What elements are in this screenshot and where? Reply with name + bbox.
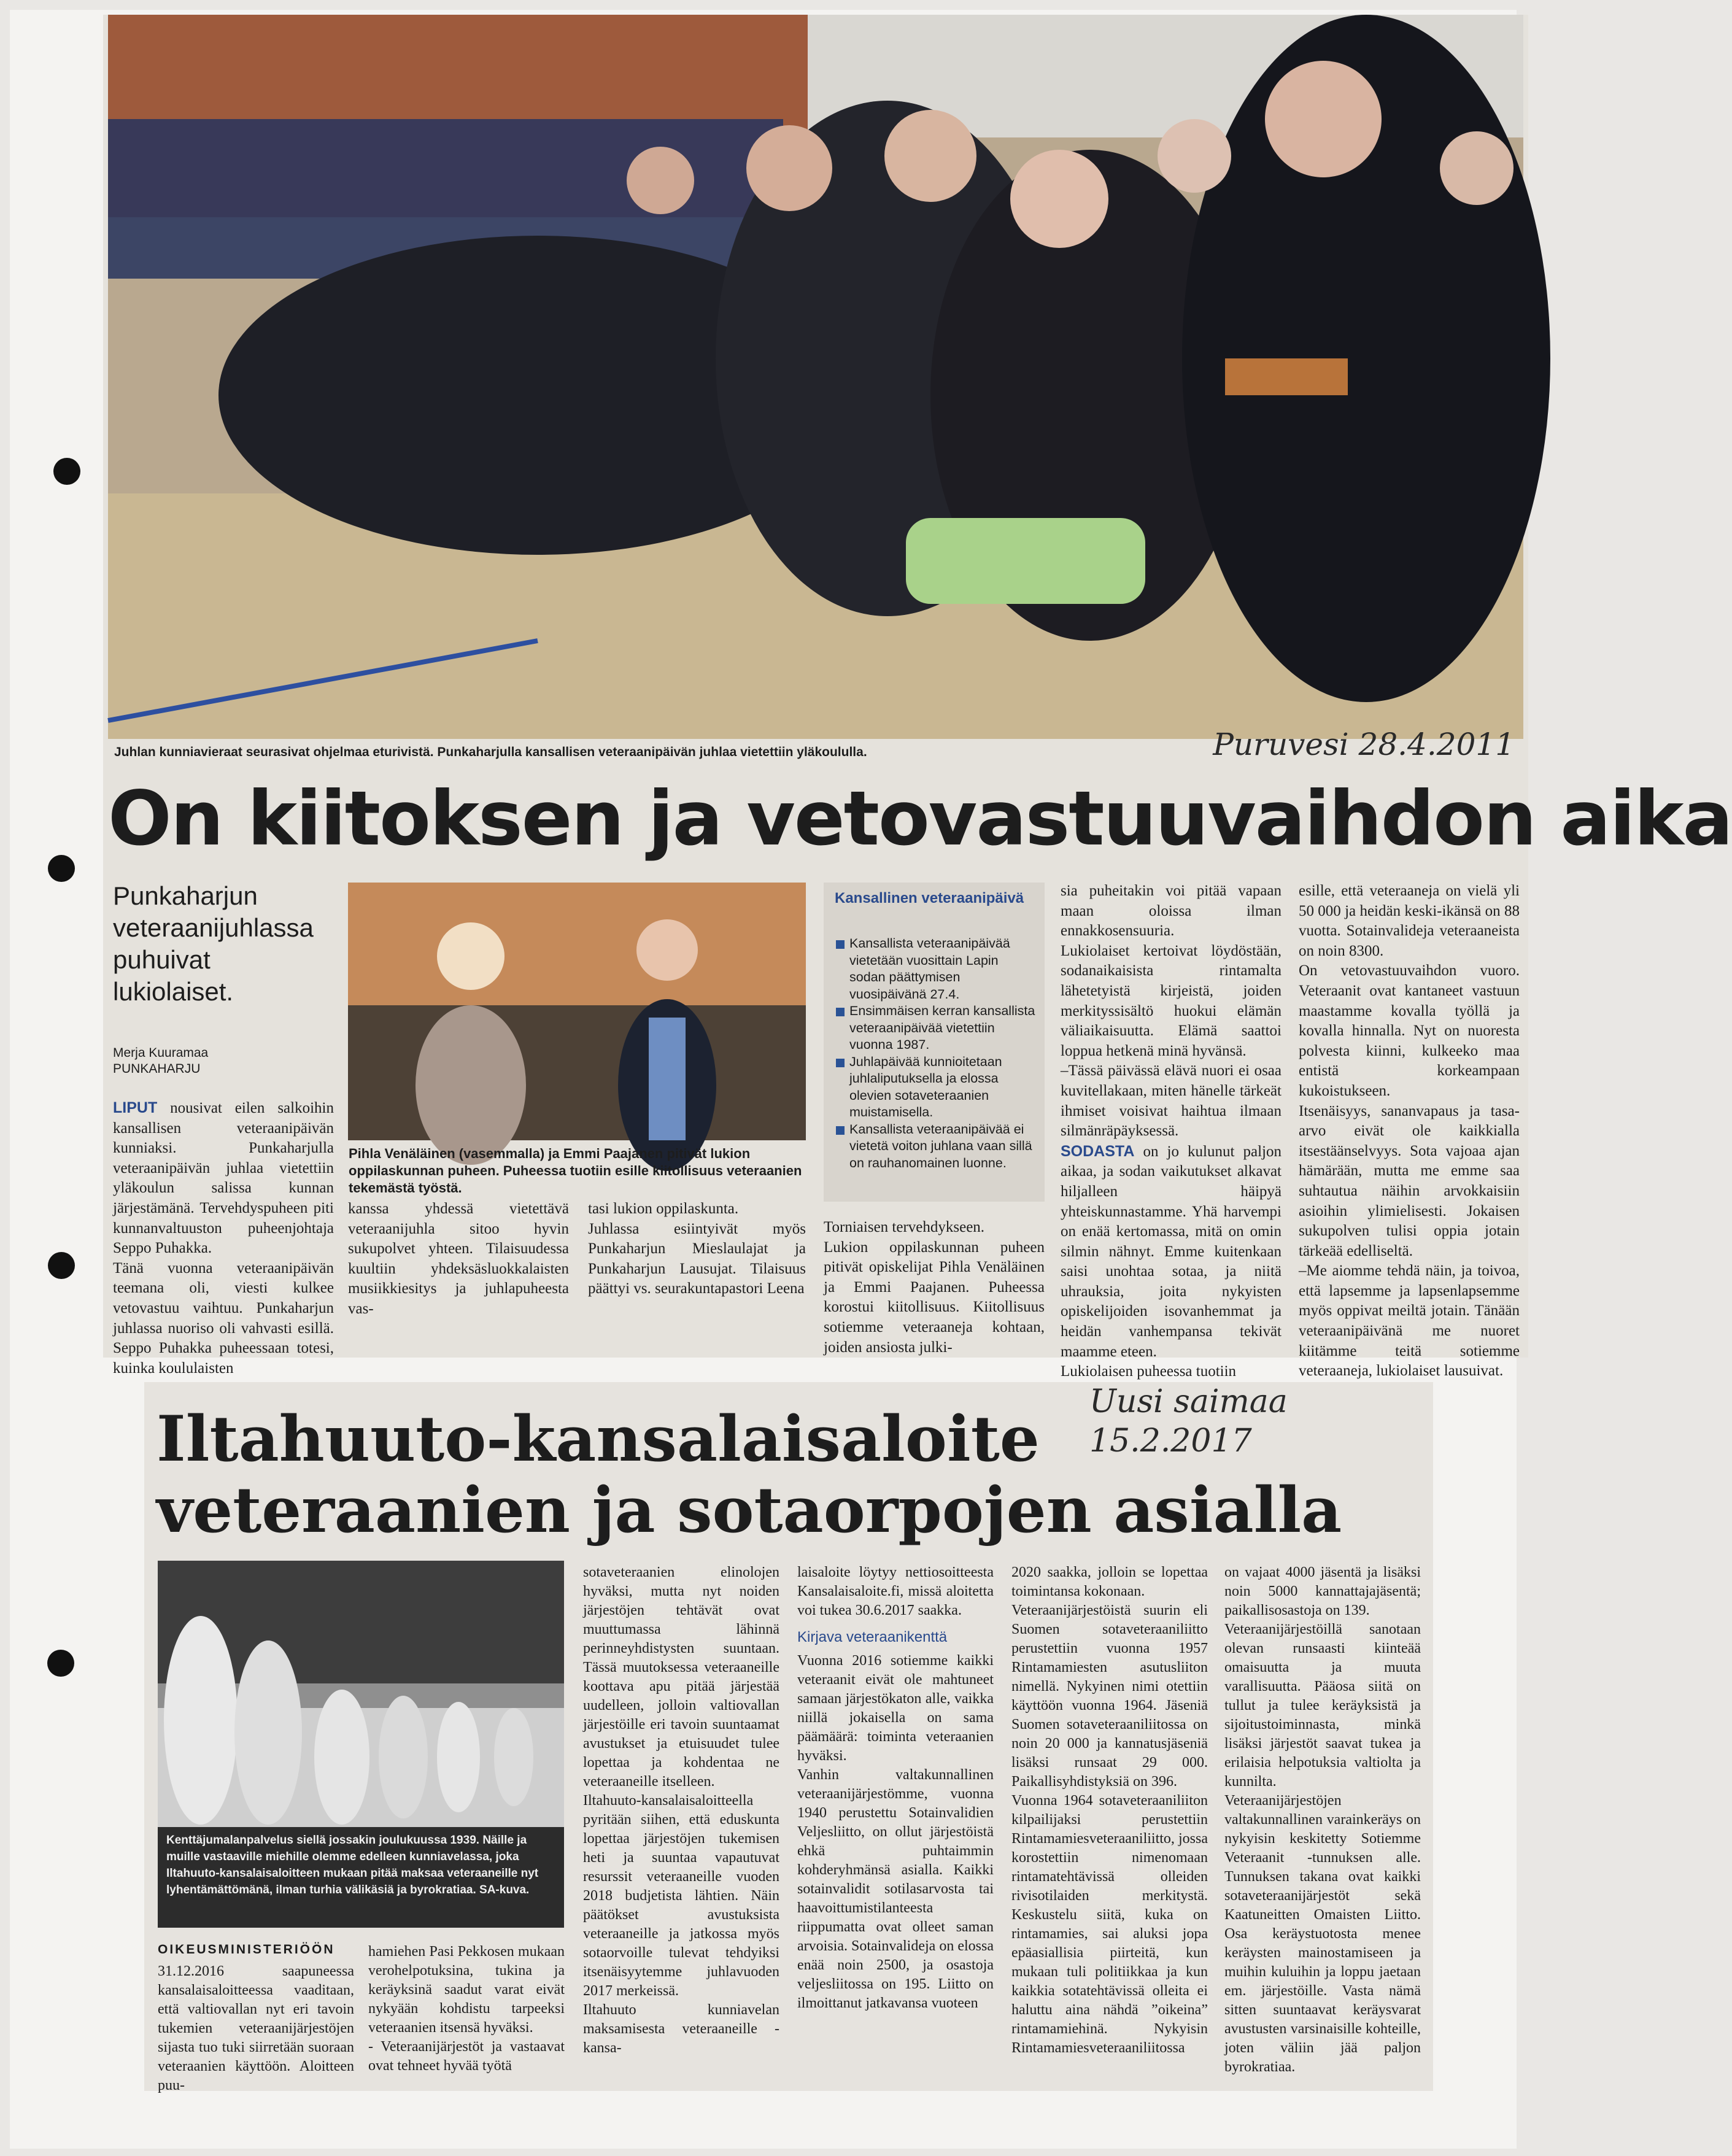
article-column-2: hamiehen Pasi Pekkosen mukaan verohelpotuksina, tukina ja keräyksinä saadut varat eivät nykyään kohdistu tarpeeksi veteraanien itsensä hyväksi. - Veteraanijärjestöt ja vastaavat ovat tehneet hyvää työtä: [368, 1944, 565, 2074]
factbox-item: Kansallista veteraanipäivää vietetään vuosittain Lapin sodan päättymisen vuosipäivänä 27.4.: [835, 935, 1037, 1003]
dateline-location: PUNKAHARJU: [113, 1062, 201, 1076]
article-column-1: 31.12.2016 saapuneessa kansalaisaloitteessa vaaditaan, että valtiovallan nyt eri tavoin tukemien veteraanijärjestöjen sijasta tuo tuki siirretään suoraan veteraanien käyttöön. Aloitteen puu-: [158, 1963, 354, 2093]
binder-hole: [47, 1650, 74, 1677]
winter-photo: [158, 1561, 564, 1827]
binder-hole: [53, 458, 80, 485]
main-photo: [108, 15, 1523, 739]
column-lead-word: LIPUT: [113, 1099, 158, 1116]
article-column-5: sia puheitakin voi pitää vapaan maan oloissa ilman ennakkosensuuria. Lukiolaiset kertoivat löydöstään, sodanaikaisista rintamalta lähetetyistä kirjeistä, joiden merkityssisältö huokui elämän väliaikaisuutta. Elämä saattoi loppua hetkenä minä hyvänsä. –Tässä päivässä elävä nuori ei osaa kuvitellakaan, miten hänelle tärkeät ihmiset voisivat haihtua ilmaan silmänräpäyksessä. SODASTA on jo kulunut paljon aikaa, ja sodan vaikutukset alkavat hiljalleen häipyä yhteiskunnastamme. Yhä harvempi on enää kertomassa, mitä on omin silmin nähnyt. Emme kuitenkaan saisi unohtaa sotaa, ja niitä uhrauksia, joita nykyisten opiskelijoiden isovanhemmat ja heidän vanhempansa tekivät maamme eteen. Lukiolaisen puheessa tuotiin: [1061, 883, 1282, 1380]
main-photo-caption: Juhlan kunniavieraat seurasivat ohjelmaa eturivistä. Punkaharjulla kansallisen veteraanipäivän juhlaa vietettiin yläkoululla.: [114, 745, 867, 759]
main-photo-image: [108, 15, 1523, 739]
headline-line-2: veteraanien ja sotaorpojen asialla: [157, 1474, 1342, 1547]
headline-line-1: Iltahuuto-kansalaisaloite: [157, 1402, 1040, 1476]
article-column-5: 2020 saakka, jolloin se lopettaa toimintansa kokonaan. Veteraanijärjestöistä suurin eli Suomen sotaveteraaniliitto perustettiin vuonna 1957 Rintamamiesten asutusliiton nimellä. Nykyinen nimi otettiin käyttöön vuonna 1964. Jäseniä Suomen sotaveteraaniliitossa on noin 20 000 ja kannatusjäseniä lisäksi runsaat 29 000. Paikallisyhdistyksiä on 396. Vuonna 1964 sotaveteraaniliiton kilpailijaksi perustettiin Rintamamiesveteraaniliitto, jossa korostettiin nimenomaan rintamatehtävissä olleiden rivisotilaiden merkitystä. Keskustelu siitä, kuka on rintamamies, sai aluksi jopa epäasiallisia piirteitä, kun mukaan tuli politiikkaa ja kun kaikkia sotatehtävissä olleita ei haluttu aina nähdä ”oikeina” rintamamiehinä. Nykyisin Rintamamiesveteraaniliitossa: [1011, 1564, 1208, 2056]
binder-hole: [48, 855, 75, 882]
column-lead-word: SODASTA: [1061, 1142, 1135, 1160]
factbox-list: [835, 935, 1037, 1172]
inner-photo: [348, 883, 806, 1140]
article-column-6: esille, että veteraaneja on vielä yli 50 000 ja heidän keski-ikänsä on 88 vuotta. Sotainvalideja veteraaneista on noin 8300. On vetovastuuvaihdon vuoro. Veteraanit ovat kantaneet vastuun maastamme kovalla työllä ja kovalla hinnalla. Nyt on nuoresta polvesta kiinni, kulkeeko maa entistä korkeampaan kukoistukseen. Itsenäisyys, sananvapaus ja tasa-arvo eivät ole kaikkialla itsestäänselvyys. Sota vajoaa ajan hämärään, mutta me emme saa suhtautua näihin arvokkaisiin asioihin ylimielisesti. Jokaisen sukupolven tulisi oppia jotain tärkeää edelliseltä. –Me aiomme tehdä näin, ja toivoa, että lapsemme ja lapsenlapsemme myös oppivat meiltä jotain. Tänään veteraanipäivänä me nuoret kiitämme teitä sotiemme veteraaneja, lukiolaiset lausuivat.: [1299, 883, 1520, 1380]
factbox-item: Kansallista veteraanipäivää ei vietetä voiton juhlana vaan sillä on rauhanomainen luonne.: [835, 1121, 1037, 1172]
handwritten-source-note: Uusi saimaa 15.2.2017: [1089, 1383, 1288, 1459]
article-column-4: laisaloite löytyy nettiosoitteesta Kansalaisaloite.fi, missä aloitetta voi tukea 30.6.2017 saakka. Kirjava veteraanikenttä Vuonna 2016 sotiemme kaikki veteraanit eivät ole mahtuneet samaan järjestökaton alle, vaikka niillä jokaisella on sama päämäärä: toiminta veteraanien hyväksi. Vanhin valtakunnallinen veteraanijärjestömme, vuonna 1940 perustettu Sotainvalidien Veljesliitto, on ollut järjestöistä ehkä puhtaimmin kohderyhmänsä asialla. Kaikki sotainvalidit sotilasarvosta tai haavoittumistilanteesta riippumatta ovat olleet saman arvoisia. Sotainvalideja on elossa enää noin 2500, ja osastoja veljesliitossa on 195. Liitto on ilmoittanut jatkavansa vuoteen: [797, 1564, 994, 2011]
subheadline: Punkaharjun veteraanijuhlassa puhuivat lukiolaiset.: [113, 881, 314, 1006]
factbox-item: Juhlapäivää kunnioitetaan juhlaliputuksella ja elossa olevien sotaveteraanien muistamisella.: [835, 1054, 1037, 1121]
factbox: [824, 883, 1045, 1202]
inner-photo-image: [348, 883, 806, 1140]
headline: On kiitoksen ja vetovastuuvaihdon aika: [108, 775, 1732, 862]
article-column-2: kanssa yhdessä vietettävä veteraanijuhla sitoo hyvin sukupolvet yhteen. Tilaisuudessa kuultiin yhdeksäsluokkalaisten musiikkiesitys ja juhlapuheesta vas-: [348, 1200, 569, 1317]
column-subheading: Kirjava veteraanikenttä: [797, 1629, 948, 1645]
article-column-6: on vajaat 4000 jäsentä ja lisäksi noin 5000 kannattajajäsentä; paikallisosastoja on 139. Veteraanijärjestöillä sanotaan olevan runsaasti kiinteää omaisuutta ja muuta varallisuutta. Pääosa siitä on tullut ja tulee keräyksistä ja sijoitustoiminnasta, minkä lisäksi järjestöt saavat tukea ja erilaisia helpotuksia valtiolta ja kunnilta. Veteraanijärjestöjen valtakunnallinen varainkeräys on nykyisin keskitetty Sotiemme Veteraanit -tunnuksen alle. Tunnuksen takana ovat kaikki sotaveteraanijärjestöt sekä Kaatuneitten Omaisten Liitto. Osa keräystuotosta menee keräysten mainostamiseen ja muihin kuluihin ja loppu jaetaan em. järjestöille. Vasta nämä sitten suuntaavat keräysvarat avustusten varsinaisille kohteille, joten väliin jää paljon byrokratiaa.: [1224, 1564, 1421, 2075]
binder-hole: [48, 1252, 75, 1279]
author-name: Merja Kuuramaa: [113, 1046, 209, 1060]
article-column-1: LIPUT nousivat eilen salkoihin kansallisen veteraanipäivän kunniaksi. Punkaharjulla veteraanipäivän juhlaa vietettiin yläkoulun salissa kunnan järjestämänä. Tervehdyspuheen piti kunnanvaltuuston puheenjohtaja Seppo Puhakka. Tänä vuonna veteraanipäivän teemana oli, viesti kulkee vetovastuu vaihtuu. Punkaharjun juhlassa nuoriso oli vahvasti esillä. Seppo Puhakka puheessaan totesi, kuinka koululaisten: [113, 1099, 334, 1377]
clipping-uusi-saimaa: [144, 1382, 1433, 2091]
article-kicker: OIKEUSMINISTERIÖÖN: [158, 1942, 335, 1957]
article-column-4: Torniaisen tervehdykseen. Lukion oppilaskunnan puheen pitivät opiskelijat Pihla Venäläinen ja Emmi Paajanen. Puheessa korostui kiitollisuus. Kiitollisuus sotiemme veteraaneja kohtaan, joiden ansiosta julki-: [824, 1219, 1045, 1356]
clipping-puruvesi: [103, 15, 1732, 1380]
article-column-3: tasi lukion oppilaskunta. Juhlassa esiintyivät myös Punkaharjun Mieslaulajat ja Punkaharjun Lausujat. Tilaisuus päättyi vs. seurakuntapastori Leena: [588, 1200, 806, 1297]
handwritten-source-note: Puruvesi 28.4.2011: [1213, 727, 1515, 762]
winter-photo-caption: Kenttäjumalanpalvelus siellä jossakin joulukuussa 1939. Näille ja muille vastaaville miehille olemme edelleen kunniavelassa, joka Iltahuuto-kansalaisaloitteen mukaan pitää maksaa veteraaneille nyt lyhentämättömänä, ilman turhia välikäsiä ja byrokratiaa. SA-kuva.: [158, 1827, 564, 1928]
factbox-item: Ensimmäisen kerran kansallista veteraanipäivää vietettiin vuonna 1987.: [835, 1003, 1037, 1054]
factbox-title: Kansallinen veteraanipäivä: [835, 890, 1024, 906]
article-column-3: sotaveteraanien elinolojen hyväksi, mutta nyt noiden järjestöjen tehtävät ovat muuttumassa lähinnä perinneyhdistysten suuntaan. Tässä muutoksessa veteraaneille koottava apu pitää järjestää uudelleen, jolloin valtiovallan järjestöille eri tavoin suuntaamat avustukset ja etuisuudet tulee lopettaa ja kohdentaa ne veteraaneille itselleen. Iltahuuto-kansalaisaloitteella pyritään siihen, että eduskunta lopettaa järjestöjen tukemisen heti ja suuntaa vapautuvat resurssit veteraaneille vuoden 2018 budjetista lähtien. Näin päätökset avustuksista veteraaneille ja jatkossa myös sotaorvoille tulevat tehdyiksi itsenäisyytemme juhlavuoden 2017 merkeissä. Iltahuuto kunniavelan maksamisesta veteraaneille -kansa-: [583, 1564, 779, 2056]
winter-photo-image: [158, 1561, 564, 1827]
inner-photo-caption: Pihla Venäläinen (vasemmalla) ja Emmi Paajanen pitivät lukion oppilaskunnan puheen. Puheessa tuotiin esille kiitollisuus veteraanien tekemästä työstä.: [349, 1146, 802, 1196]
